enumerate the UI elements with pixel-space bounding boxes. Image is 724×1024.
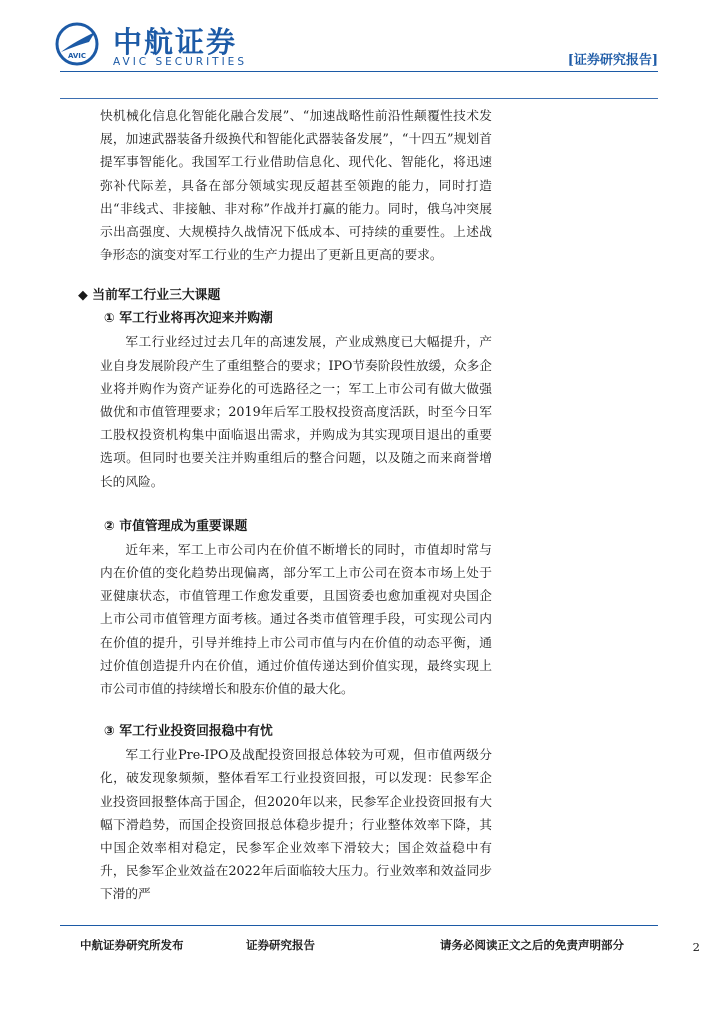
subsection-body-2: 近年来，军工上市公司内在价值不断增长的同时，市值却时常与内在价值的变化趋势出现偏离，部分军工上市公司在资本市场上处于亚健康状态，市值管理工作愈发重要，且国资委也愈加重视对央国企上市公司市值管理方面考核。通过各类市值管理手段，可实现公司内在价值的提升，引导并维持上市公司市值与内在价值的动态平衡，通过价值创造提升内在价值，通过价值传递达到价值实现，最终实现上市公司市值的持续增长和股东价值的最大化。 xyxy=(100,541,492,697)
intro-paragraph: 快机械化信息化智能化融合发展”、“加速战略性前沿性颠覆性技术发展，加速武器装备升级换代和智能化武器装备发展”，“十四五”规划首提军事智能化。我国军工行业借助信息化、现代化、智能化，将迅速弥补代际差，具备在部分领域实现反超甚至领跑的能力，同时打造出“非线式、非接触、非对称”作战并打赢的能力。同时，俄乌冲突展示出高强度、大规模持久战情况下低成本、可持续的重要性。上述战争形态的演变对军工行业的生产力提出了更新且更高的要求。 xyxy=(100,108,492,263)
report-type-tag: [证券研究报告] xyxy=(567,53,658,68)
footer-report-type: 证券研究报告 xyxy=(246,938,315,952)
header-divider-secondary xyxy=(60,98,658,99)
footer-disclaimer-note: 请务必阅读正文之后的免责声明部分 xyxy=(440,938,624,952)
main-content xyxy=(78,104,492,906)
subsection-heading-3: ③ 军工行业投资回报稳中有忧 xyxy=(104,724,273,740)
avic-logo xyxy=(55,20,265,72)
footer-divider xyxy=(60,925,658,926)
subsection-heading-1: ① 军工行业将再次迎来并购潮 xyxy=(104,311,273,327)
logo-chinese-name: 中航证券 xyxy=(113,25,238,59)
page-number: 2 xyxy=(692,940,700,954)
subsection-heading-2: ② 市值管理成为重要课题 xyxy=(104,518,248,534)
subsection-body-1: 军工行业经过过去几年的高速发展，产业成熟度已大幅提升，产业自身发展阶段产生了重组整合的要求；IPO节奏阶段性放缓，众多企业将并购作为资产证券化的可选路径之一；军工上市公司有做大做强做优和市值管理要求；2019年后军工股权投资高度活跃，时至今日军工股权投资机构集中面临退出需求，并购成为其实现项目退出的重要选项。但同时也要关注并购重组后的整合问题，以及随之而来商誉增长的风险。 xyxy=(100,334,492,489)
avic-logo-icon xyxy=(55,22,99,66)
section-heading: ◆ 当前军工行业三大课题 xyxy=(78,288,221,304)
logo-english-name: AVIC SECURITIES xyxy=(113,56,247,68)
header-divider xyxy=(60,71,658,72)
subsection-body-3: 军工行业Pre-IPO及战配投资回报总体较为可观，但市值两级分化，破发现象频频，整体看军工行业投资回报，可以发现：民参军企业投资回报整体高于国企，但2020年以来，民参军企业投资回报有大幅下滑趋势，而国企投资回报总体稳步提升；行业整体效率下降，其中国企效率相对稳定，民参军企业效率下滑较大；国企效益稳中有升，民参军企业效益在2022年后面临较大压力。行业效率和效益同步下滑的严 xyxy=(100,747,492,902)
footer-publisher: 中航证券研究所发布 xyxy=(80,938,184,952)
logo-mark-text: AVIC xyxy=(67,52,87,60)
